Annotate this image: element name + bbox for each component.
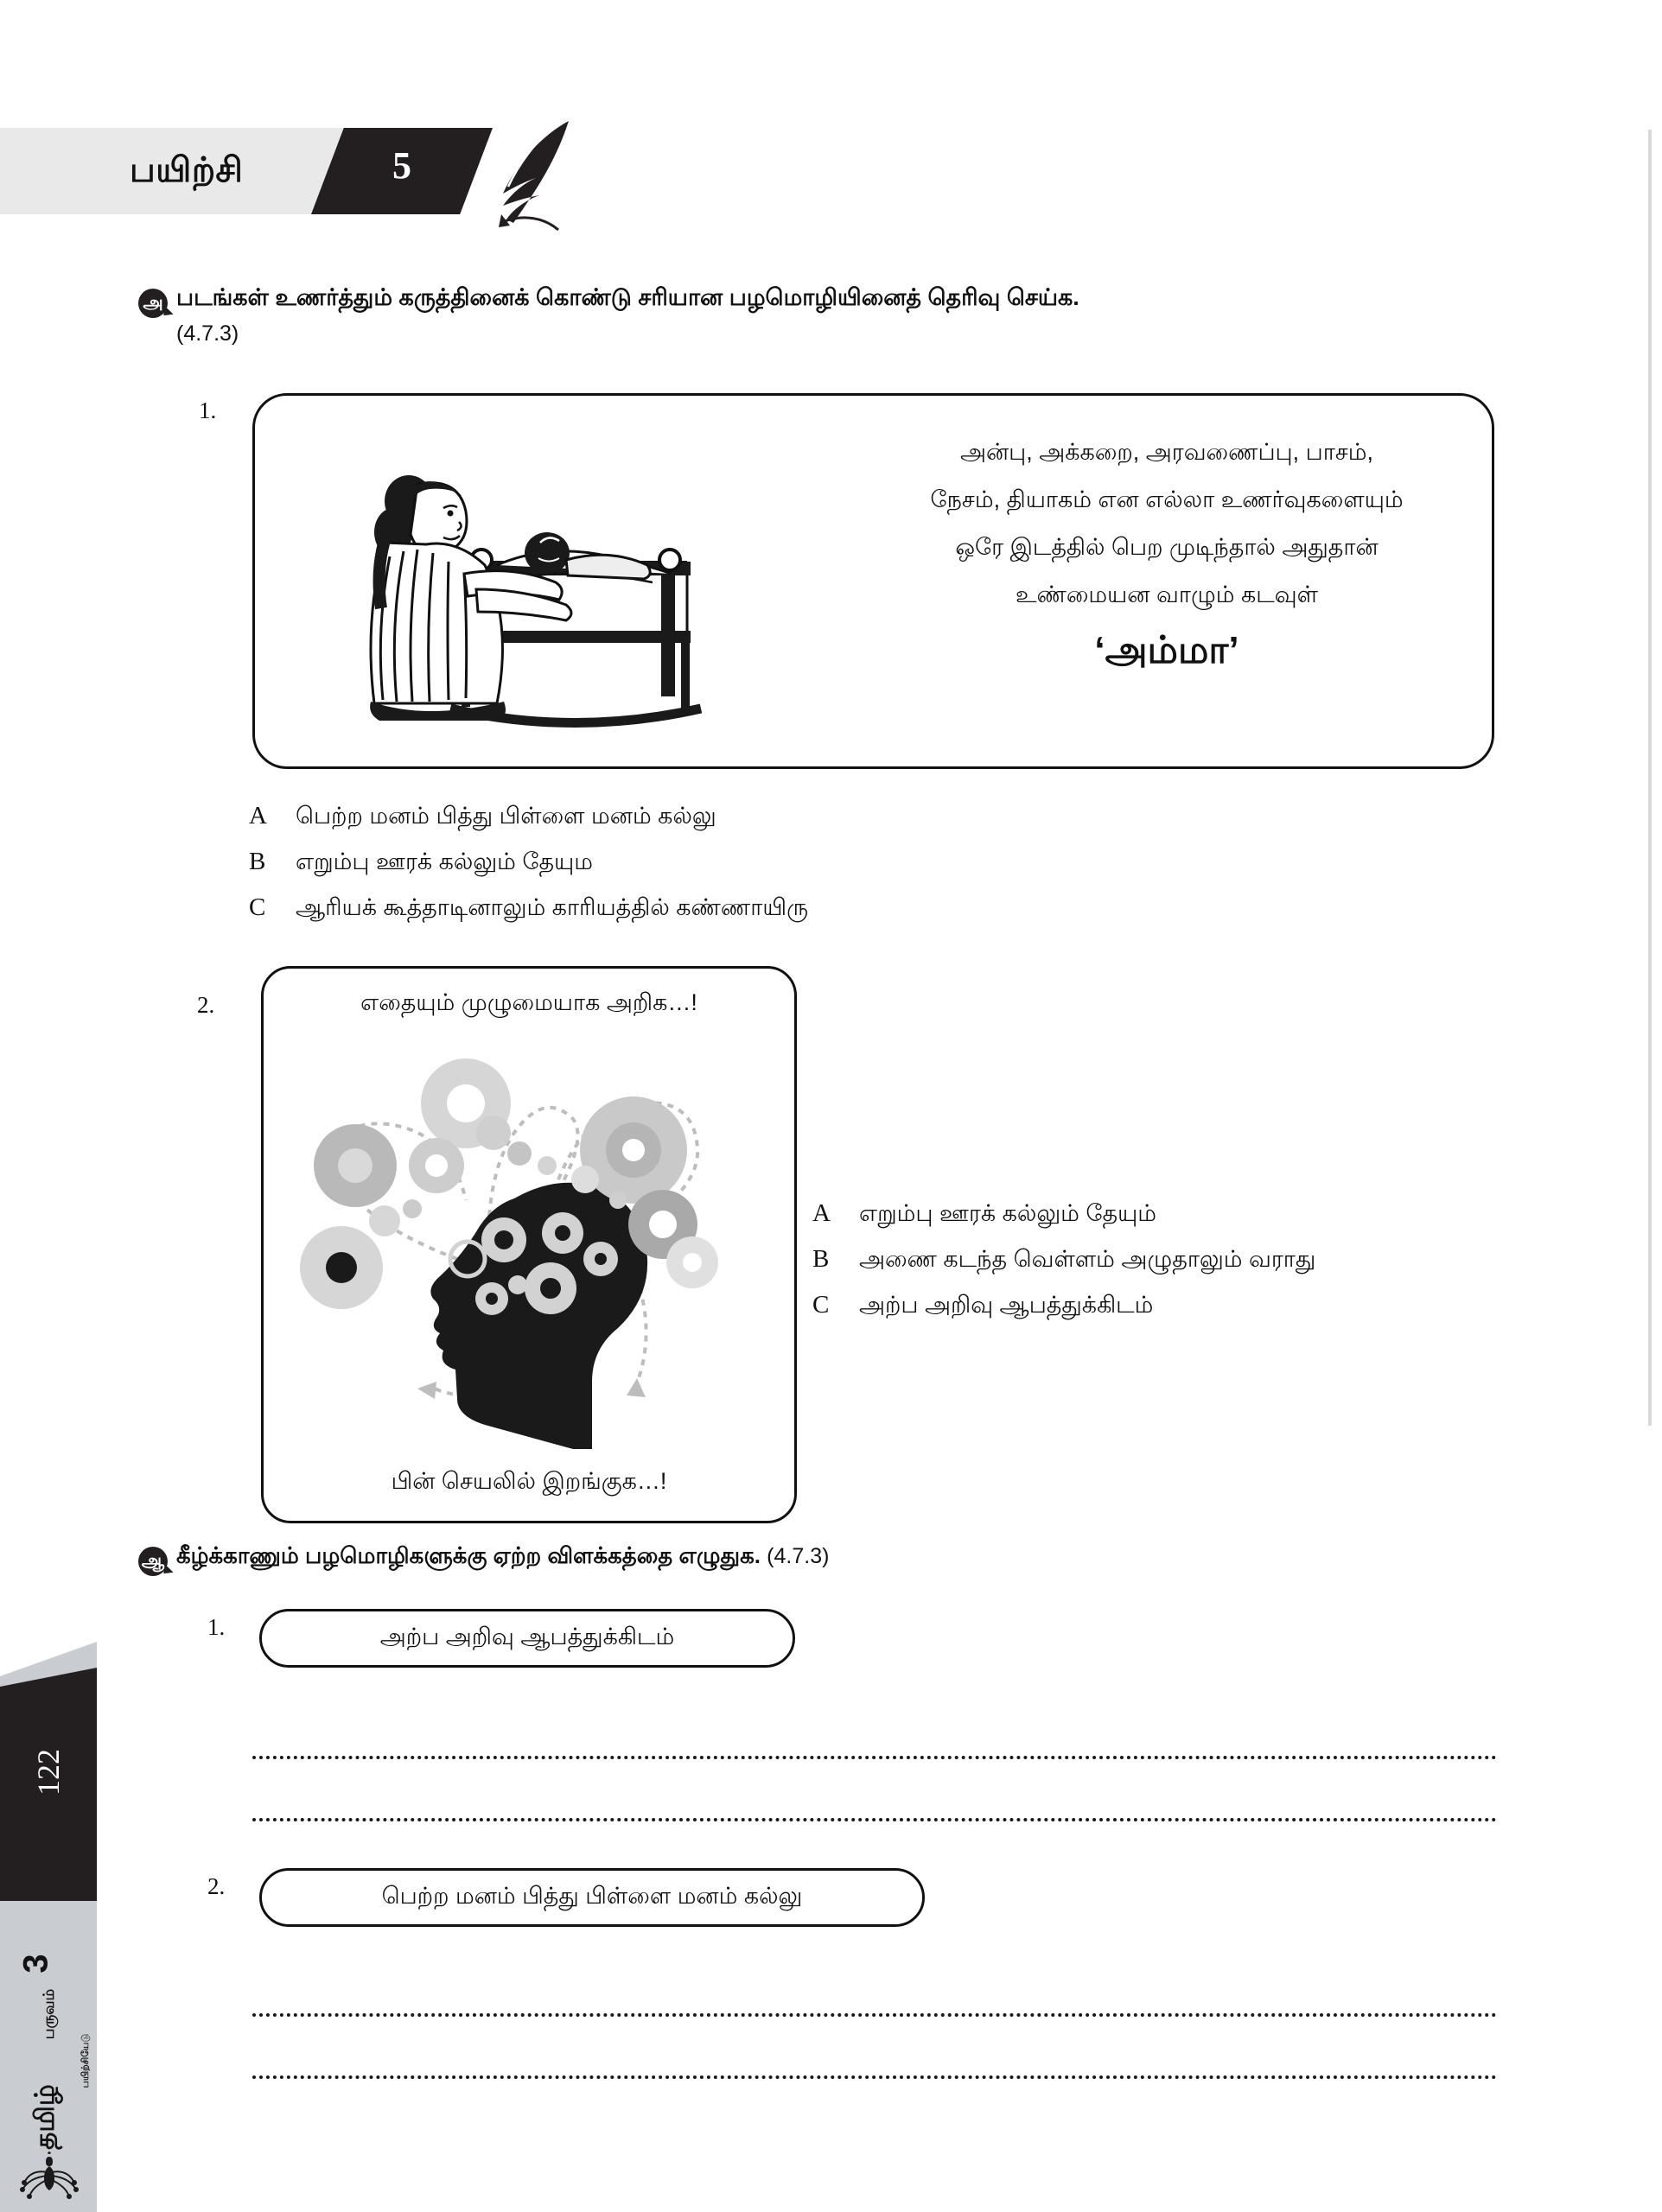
mother-rocking-baby-in-cradle-illustration [281,404,799,763]
question-1-bubble-text [851,429,1482,619]
question-2-option-a[interactable] [812,1191,1315,1236]
question-1-option-a[interactable] [249,793,808,839]
question-2-number: 2. [197,992,215,1018]
term-label: பருவம் [41,1988,57,2040]
option-b-text: அணை கடந்த வெள்ளம் அழுதாலும் வராது [859,1246,1316,1272]
bubble-line-3: ஒரே இடத்தில் பெற முடிந்தால் அதுதான் [955,534,1379,560]
question-2-option-c[interactable] [812,1282,1315,1328]
answer-line-2b[interactable] [252,2075,1497,2079]
question-1-option-c[interactable] [249,885,808,931]
page-number: 122 [31,1749,66,1796]
option-c-label: C [249,893,266,921]
option-c-label: C [812,1291,830,1319]
question-2-bubble-top-text: எதையும் முழுமையாக அறிக…! [360,989,697,1015]
question-1-bubble [252,393,1494,769]
banner-number: 5 [392,144,411,187]
bubble-line-2: நேசம், தியாகம் என எல்லா உணர்வுகளையும் [930,486,1404,512]
option-c-text: ஆரியக் கூத்தாடினாலும் காரியத்தில் கண்ணாயிரு [296,894,809,920]
section-a-marker: அ [138,289,168,318]
answer-line-1a[interactable] [252,1756,1497,1759]
question-2-option-b[interactable] [812,1236,1315,1282]
question-1-option-b[interactable] [249,839,808,885]
term-number: 3 [16,1954,55,1974]
option-b-label: B [812,1245,830,1273]
option-a-label: A [812,1199,831,1227]
option-a-text: பெற்ற மனம் பித்து பிள்ளை மனம் கல்லு [296,803,716,829]
section-b-item-1-proverb: அற்ப அறிவு ஆபத்துக்கிடம் [379,1623,675,1649]
question-2-bubble [261,966,797,1523]
question-1-number: 1. [199,397,217,423]
answer-line-1b[interactable] [252,1818,1497,1821]
question-2-options [812,1191,1315,1328]
option-a-label: A [249,802,267,830]
option-c-text: அற்ப அறிவு ஆபத்துக்கிடம் [859,1292,1154,1318]
right-margin-rule [1648,130,1652,1426]
section-a-instruction: படங்கள் உணர்த்தும் கருத்தினைக் கொண்டு சரியான பழமொழியினைத் தெரிவு செய்க. [176,284,1079,310]
banner-title: பயிற்சி [130,151,244,189]
section-a-heading [138,281,1487,349]
subject-title: தமிழ் [29,2084,60,2150]
question-1-options [249,793,808,931]
section-b-item-2-number: 2. [207,1873,226,1899]
quill-feather-icon [449,112,588,246]
answer-line-2a[interactable] [252,2013,1497,2017]
question-2-bubble-bottom-text: பின் செயலில் இறங்குக…! [391,1468,667,1494]
section-b-heading [138,1540,1521,1576]
peacock-icon [19,2150,80,2206]
option-b-text: எறும்பு ஊரக் கல்லும் தேயும [296,849,594,874]
section-b-item-1-number: 1. [207,1614,226,1640]
bubble-line-1: அன்பு, அக்கறை, அரவணைப்பு, பாசம், [959,439,1374,465]
section-b-instruction: கீழ்க்காணும் பழமொழிகளுக்கு ஏற்ற விளக்கத்தை எழுதுக. [176,1542,761,1568]
subject-subtitle: பயிற்சியேடு [80,2033,91,2088]
bubble-line-4: உண்மையன வாழும் கடவுள் [1016,582,1318,607]
question-1-highlight-word: ‘அம்மா’ [1094,629,1239,671]
option-b-label: B [249,848,266,875]
section-a-code: (4.7.3) [176,321,239,346]
option-a-text: எறும்பு ஊரக் கல்லும் தேயும் [859,1200,1157,1226]
section-b-marker: ஆ [138,1547,168,1576]
exercise-banner [0,128,588,214]
head-silhouette-with-gears-illustration [288,1036,772,1455]
section-b-item-2-proverb: பெற்ற மனம் பித்து பிள்ளை மனம் கல்லு [381,1882,803,1909]
section-b-item-1-proverb-box [259,1609,795,1668]
section-b-item-2-proverb-box [259,1868,925,1927]
section-b-code: (4.7.3) [767,1544,830,1568]
